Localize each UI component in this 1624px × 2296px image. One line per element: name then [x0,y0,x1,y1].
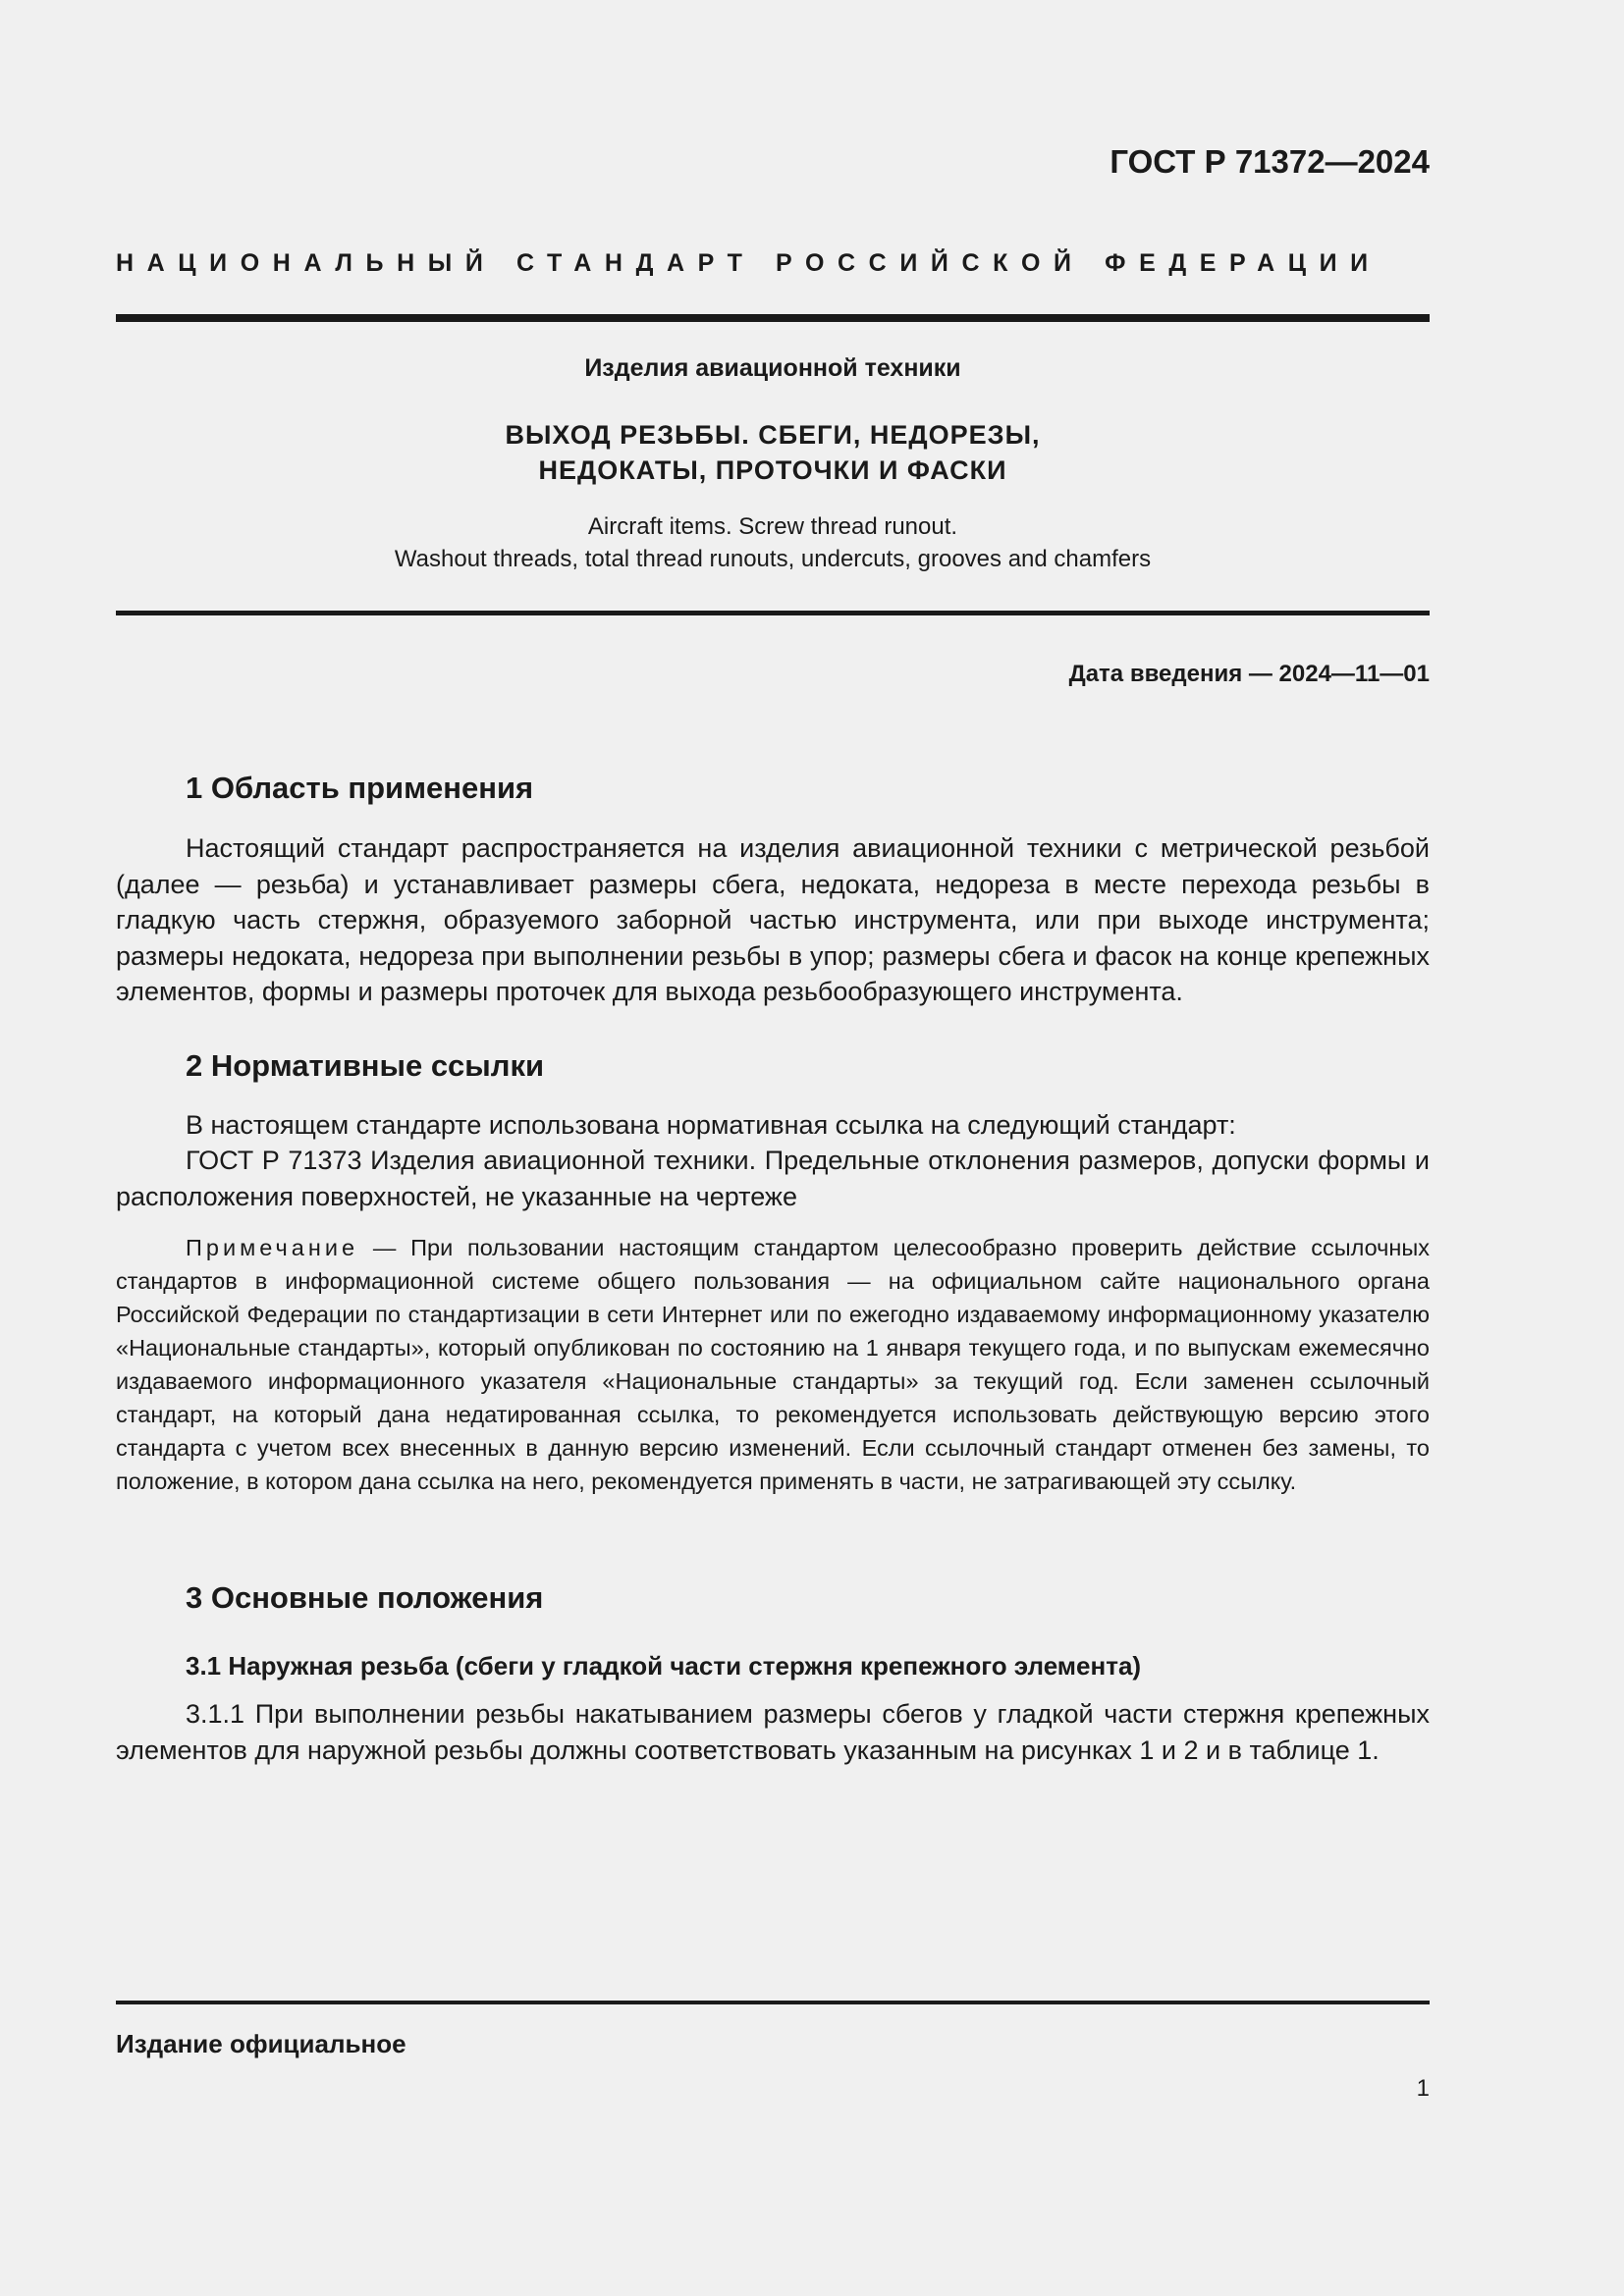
page-number: 1 [1416,2075,1430,2102]
title-line-1: ВЫХОД РЕЗЬБЫ. СБЕГИ, НЕДОРЕЗЫ, [505,420,1041,450]
title-en-line-2: Washout threads, total thread runouts, undercuts, grooves and chamfers [394,546,1152,572]
footer-rule [116,2001,1430,2004]
document-title [116,417,1430,488]
note-text: — При пользовании настоящим стандартом целесообразно проверить действие ссылочных стандартов в информационной системе общего пользования — на официальном сайте национального органа Российской Федерации по стандартизации в сети Интернет или по ежегодно издаваемому информационному указателю «Национальные стандарты», который опубликован по состоянию на 1 января текущего года, и по выпускам ежемесячно издаваемого информационного указателя «Национальные стандарты» за текущий год. Если заменен ссылочный стандарт, на который дана недатированная ссылка, то рекомендуется использовать действующую версию этого стандарта с учетом всех внесенных в данную версию изменений. Если ссылочный стандарт отменен без замены, то положение, в котором дана ссылка на него, рекомендуется применять в части, не затрагивающей эту ссылку. [116,1235,1430,1494]
section-2-paragraph-1: В настоящем стандарте использована нормативная ссылка на следующий стандарт: [186,1110,1236,1140]
document-number: ГОСТ Р 71372—2024 [1110,143,1430,180]
introduction-date: Дата введения — 2024—11—01 [1068,661,1430,687]
title-line-2: НЕДОКАТЫ, ПРОТОЧКИ И ФАСКИ [538,455,1007,485]
title-en-line-1: Aircraft items. Screw thread runout. [587,513,958,540]
edition-label: Издание официальное [116,2029,406,2058]
section-3-heading: 3 Основные положения [186,1580,544,1615]
document-category: Изделия авиационной техники [584,354,961,382]
section-1-paragraph: Настоящий стандарт распространяется на изделия авиационной техники с метрической резьбой (далее — резьба) и устанавливает размеры сбега, недоката, недореза в месте перехода резьбы в гладкую часть стержня, образуемого заборной частью инструмента, или при выходе инструмента; размеры недоката, недореза при выполнении резьбы в упор; размеры сбега и фасок на конце крепежных элементов, формы и размеры проточек для выхода резьбообразующего инструмента. [116,833,1430,1006]
section-2-heading: 2 Нормативные ссылки [186,1048,545,1083]
note-label: Примечание [186,1235,359,1260]
top-rule [116,314,1430,322]
title-rule [116,611,1430,615]
section-2-note [116,1231,1430,1498]
standard-type-heading: НАЦИОНАЛЬНЫЙ СТАНДАРТ РОССИЙСКОЙ ФЕДЕРАЦИИ [116,249,1381,277]
clause-3-1-1-paragraph: 3.1.1 При выполнении резьбы накатыванием размеры сбегов у гладкой части стержня крепежных элементов для наружной резьбы должны соответствовать указанным на рисунках 1 и 2 и в таблице 1. [116,1699,1430,1765]
document-title-english [116,510,1430,575]
section-2-reference: ГОСТ Р 71373 Изделия авиационной техники. Предельные отклонения размеров, допуски формы и расположения поверхностей, не указанные на чертеже [116,1146,1430,1211]
subsection-3-1-heading: 3.1 Наружная резьба (сбеги у гладкой части стержня крепежного элемента) [186,1651,1142,1681]
section-1-heading: 1 Область применения [186,771,534,805]
